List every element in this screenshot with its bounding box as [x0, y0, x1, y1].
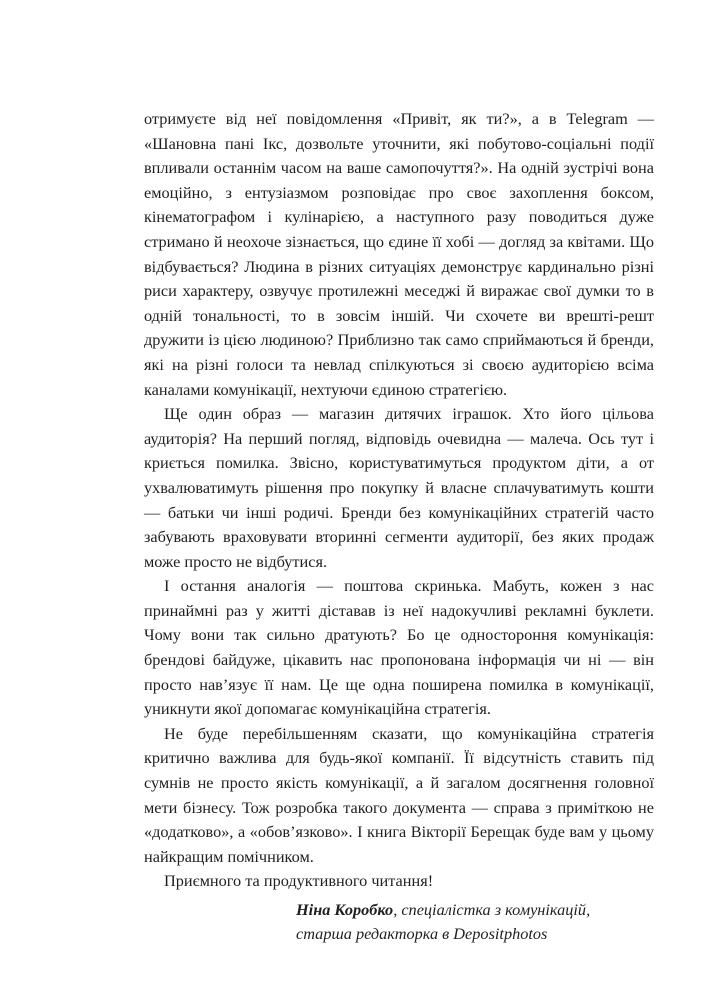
closing-line: Приємного та продуктивного читання!	[164, 871, 434, 891]
paragraph-1: отримуєте від неї повідомлення «Привіт, як ти?», а в Telegram — «Шановна пані Ікс, дозвольте уточнити, які побутово-соціальні події впливали останнім часом на ваше самопочуття?». На одній зустрічі вона емоційно, з ентузіазмом розповідає про своє захоплення боксом, кінематографом і кулінарією, а наступного разу поводиться дуже стримано й неохоче зізнається, що єдине її хобі — догляд за квітами. Що відбувається? Людина в різних ситуаціях демонструє кардинально різні риси характеру, озвучує протилежні меседжі й виражає свої думки то в одній тональності, то в зовсім іншій. Чи схочете ви врешті-решт дружити із цією людиною? Приблизно так само сприймаються й бренди, які на різні голоси та невлад спілкуються зі своєю аудиторією всіма каналами комунікації, нехтуючи єдиною стратегією.	[144, 109, 654, 399]
signature	[144, 898, 654, 946]
paragraph-4: Не буде перебільшенням сказати, що комунікаційна стратегія критично важлива для будь-якої компанії. Її відсутність ставить під сумнів не просто якість комунікації, а й загалом досягнення головної мети бізнесу. Тож розробка такого документа — справа з приміткою не «додатково», а «обов’язково». І книга Вікторії Берещак буде вам у цьому найкращим помічником.	[144, 723, 654, 866]
author-name: Ніна Коробко	[296, 900, 394, 919]
book-page-text	[144, 107, 654, 946]
signature-line-1	[296, 898, 654, 922]
author-role: , спеціалістка з комунікацій,	[393, 900, 591, 919]
signature-line-2: старша редакторка в Depositphotos	[296, 924, 548, 943]
paragraph-2: Ще один образ — магазин дитячих іграшок. Хто його цільова аудиторія? На перший погляд, відповідь очевидна — малеча. Ось тут і криється помилка. Звісно, користуватимуться продуктом діти, а от ухвалюватимуть рішення про покупку й власне сплачуватимуть кошти — батьки чи інші родичі. Бренди без комунікаційних стратегій часто забувають враховувати вторинні сегменти аудиторії, без яких продаж може просто не відбутися.	[144, 404, 654, 571]
paragraph-3: І остання аналогія — поштова скринька. Мабуть, кожен з нас принаймні раз у житті діставав із неї надокучливі рекламні буклети. Чому вони так сильно дратують? Бо це одностороння комунікація: брендові байдуже, цікавить нас пропонована інформація чи ні — він просто нав’язує її нам. Це ще одна поширена помилка в комунікації, уникнути якої допомагає комунікаційна стратегія.	[144, 576, 654, 719]
